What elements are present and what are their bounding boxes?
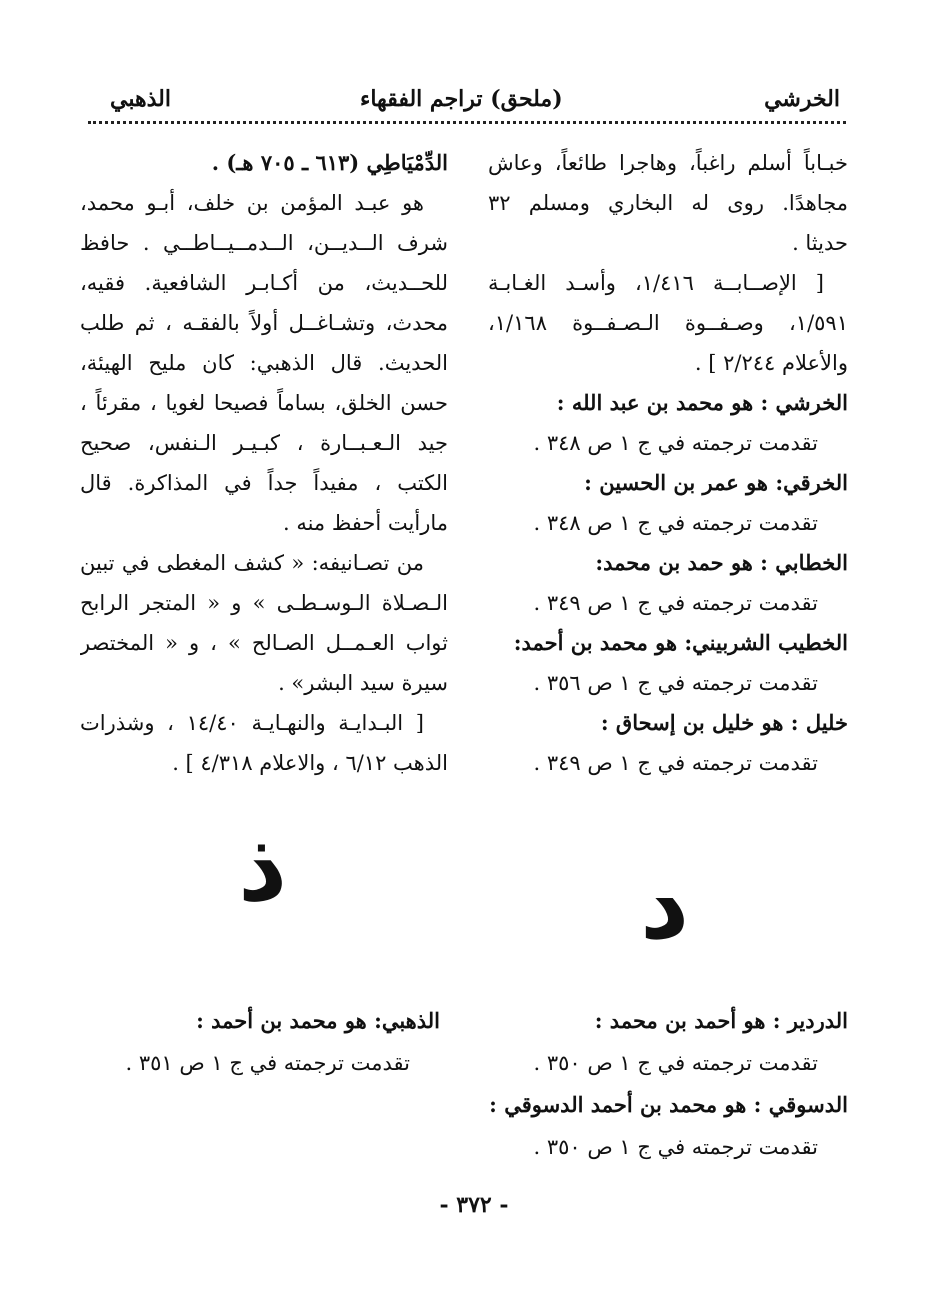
- header-dotted-rule: [88, 121, 846, 124]
- text-line: الكتب ، مفيداً جداً في المذاكرة. قال: [80, 471, 448, 495]
- entry-title: الخطابي : هو حمد بن محمد:: [595, 550, 848, 575]
- right-para-2-refs: [488, 263, 848, 383]
- text-line: شرف الــديــن، الــدمــيــاطــي . حافظ: [80, 231, 448, 255]
- page-number: - ٣٧٢ -: [439, 1192, 509, 1218]
- text-line: مجاهدًا. روى له البخاري ومسلم ٣٢: [488, 191, 848, 215]
- entry-title: الخرشي : هو محمد بن عبد الله :: [556, 390, 848, 415]
- entry: [488, 383, 848, 463]
- entry-reference: تقدمت ترجمته في ج ١ ص ٣٥١ .: [125, 1051, 410, 1075]
- text-line: محدث، وتشـاغــل أولاً بالفقـه ، ثم طلب: [80, 311, 448, 335]
- text-line: [ البـدايـة والنهـايـة ١٤/٤٠ ، وشذرات: [80, 711, 424, 735]
- text-line: [ الإصــابــة ١/٤١٦، وأسـد الغـابـة: [488, 271, 824, 295]
- entry: [488, 1084, 848, 1168]
- text-line: هو عبـد المؤمن بن خلف، أبـو محمد،: [80, 191, 424, 215]
- text-line: الـصـلاة الـوسـطـى » و « المتجر الرابح: [80, 591, 448, 615]
- entry-reference: تقدمت ترجمته في ج ١ ص ٣٥٠ .: [533, 1135, 818, 1159]
- entry-reference: تقدمت ترجمته في ج ١ ص ٣٥٦ .: [533, 671, 818, 695]
- text-line: حسن الخلق، بساماً فصيحا لغويا ، مقرئاً ،: [80, 391, 448, 415]
- entry: [488, 543, 848, 623]
- header-center-title: (ملحق) تراجم الفقهاء: [360, 86, 563, 112]
- entry-reference: تقدمت ترجمته في ج ١ ص ٣٤٨ .: [533, 511, 818, 535]
- entry-title: خليل : هو خليل بن إسحاق :: [600, 710, 848, 735]
- entry-heading: الدِّمْيَاطِي (٦١٣ ـ ٧٠٥ هـ) .: [211, 150, 448, 175]
- entry-reference: تقدمت ترجمته في ج ١ ص ٣٤٩ .: [533, 751, 818, 775]
- entry-reference: تقدمت ترجمته في ج ١ ص ٣٤٨ .: [533, 431, 818, 455]
- entry: [488, 463, 848, 543]
- text-line: مارأيت أحفظ منه .: [282, 511, 448, 535]
- thal-section: [120, 1000, 440, 1084]
- entry-title: الدسوقي : هو محمد بن أحمد الدسوقي :: [489, 1092, 848, 1117]
- left-column: [80, 143, 448, 783]
- right-para-1: [488, 143, 848, 263]
- works-paragraph: [80, 543, 448, 703]
- bio-paragraph: [80, 183, 448, 543]
- text-line: ١/٥٩١، وصـفــوة الـصـفــوة ١/١٦٨،: [488, 311, 848, 335]
- entry: [488, 1000, 848, 1084]
- references-paragraph: [80, 703, 448, 783]
- text-line: ثواب العـمــل الصـالح » ، و « المختصر: [80, 631, 448, 655]
- entry-title: الخطيب الشربيني: هو محمد بن أحمد:: [513, 630, 848, 655]
- text-line: الحديث. قال الذهبي: كان مليح الهيئة،: [80, 351, 448, 375]
- text-line: والأعلام ٢/٢٤٤ ] .: [694, 351, 848, 375]
- text-line: سيرة سيد البشر» .: [278, 671, 448, 695]
- entry-reference: تقدمت ترجمته في ج ١ ص ٣٥٠ .: [533, 1051, 818, 1075]
- section-letter-dal: د: [640, 849, 690, 961]
- entry-title: الخرقي: هو عمر بن الحسين :: [584, 470, 848, 495]
- section-letter-thal: ذ: [238, 811, 288, 923]
- text-line: الذهب ٦/١٢ ، والاعلام ٤/٣١٨ ] .: [172, 751, 448, 775]
- entry: [488, 703, 848, 783]
- entry-title: الدردير : هو أحمد بن محمد :: [594, 1008, 848, 1033]
- entry-title: الذهبي: هو محمد بن أحمد :: [196, 1008, 440, 1033]
- entry-reference: تقدمت ترجمته في ج ١ ص ٣٤٩ .: [533, 591, 818, 615]
- text-line: جيد الـعـبــارة ، كبـيـر الـنفس، صحيح: [80, 431, 448, 455]
- header-right-title: الخرشي: [764, 86, 840, 112]
- right-column: [488, 143, 848, 783]
- text-line: حديثا .: [792, 231, 848, 255]
- header-left-title: الذهبي: [110, 86, 171, 112]
- entry: [488, 623, 848, 703]
- text-line: للحــديث، من أكـابـر الشافعية. فقيه،: [80, 271, 448, 295]
- text-line: خبـاباً أسلم راغباً، وهاجرا طائعاً، وعاش: [488, 151, 848, 175]
- entry: [120, 1000, 440, 1084]
- dal-section: [488, 1000, 848, 1168]
- text-line: من تصـانيفه: « كشف المغطى في تبين: [80, 551, 424, 575]
